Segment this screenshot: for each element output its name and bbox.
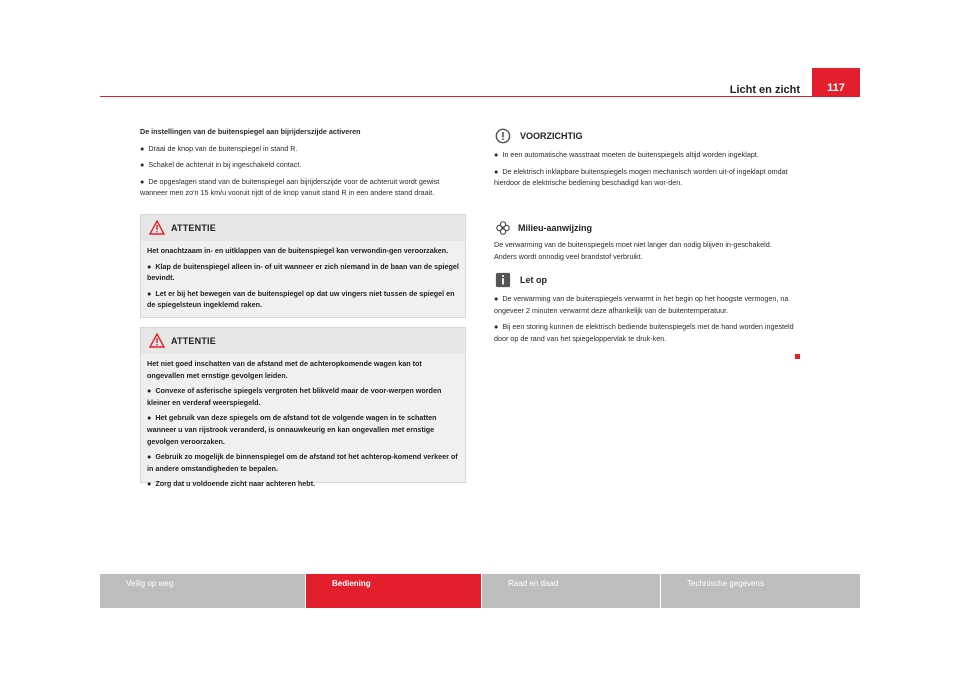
warning-triangle-icon <box>149 220 165 235</box>
header-rule <box>100 96 860 97</box>
warning-triangle-icon <box>149 333 165 348</box>
note-item <box>494 321 794 344</box>
note-body <box>494 293 794 344</box>
bullet-icon: ● <box>147 261 152 271</box>
bullet-icon: ● <box>494 150 499 159</box>
bullet-icon: ● <box>147 413 152 423</box>
caution-header <box>494 126 794 146</box>
left-note-text: De opgeslagen stand van de buitenspiegel aan bijrijderszijde voor de achteruit wordt gewist wanneer men zo'n 15 km/u vooruit rijdt of de knop vanuit stand R in een andere stand draait. <box>140 176 440 198</box>
bullet-icon: ● <box>494 294 499 303</box>
environment-title: Milieu-aanwijzing <box>518 223 593 233</box>
environment-section <box>494 218 794 267</box>
warning-item-text: Het gebruik van deze spiegels om de afstand tot de volgende wagen in te schatten wanneer u van rijstrook veranderd, is onnauwkeurig en kan ongevallen met ernstige gevolgen veroorzaken. <box>147 413 437 446</box>
warning-item-text: Klap de buitenspiegel alleen in- of uit wanneer er zich niemand in de baan van de spiegel bevindt. <box>147 261 459 283</box>
left-note <box>140 176 465 199</box>
warning-item-text: Gebruik zo mogelijk de binnenspiegel om de afstand tot het achterop-komend verkeer of in andere omstandigheden te bepalen. <box>147 452 458 473</box>
flower-icon <box>494 220 512 236</box>
note-item-text: Bij een storing kunnen de elektrisch bediende buitenspiegels met de hand worden ingesteld door op de rand van het spiegeloppervlak te druk-ken. <box>494 322 794 343</box>
caution-title: VOORZICHTIG <box>520 131 583 141</box>
bullet-icon: ● <box>494 166 499 176</box>
left-item <box>140 143 465 155</box>
warning-item-text: Let er bij het bewegen van de buitenspiegel op dat uw vingers niet tussen de spiegel en de spiegelsteun ingeklemd raken. <box>147 288 455 310</box>
bullet-icon: ● <box>147 288 152 298</box>
warning-body <box>141 354 465 498</box>
warning-intro: Het niet goed inschatten van de afstand met de achteropkomende wagen kan tot ongevallen met ernstige gevolgen leiden. <box>147 359 422 380</box>
environment-text: De verwarming van de buitenspiegels moet niet langer dan nodig blijven in-geschakeld. Anders wordt onnodig veel brandstof verbruikt. <box>494 240 772 261</box>
note-title: Let op <box>520 275 547 285</box>
environment-body <box>494 239 794 262</box>
bullet-icon: ● <box>147 386 152 396</box>
bullet-icon: ● <box>140 176 145 186</box>
caution-item-text: De elektrisch inklapbare buitenspiegels mogen mechanisch worden uit-of ingeklapt omdat hierdoor de elektrische bediening beschadigd kan wor-den. <box>494 166 788 188</box>
end-marker <box>795 354 800 359</box>
warning-item <box>147 412 459 447</box>
warning-item-text: Zorg dat u voldoende zicht naar achteren hebt. <box>155 479 316 489</box>
caution-item <box>494 149 794 161</box>
note-item <box>494 293 794 316</box>
warning-item <box>147 385 459 408</box>
left-item-text: Draai de knop van de buitenspiegel in stand R. <box>148 143 298 153</box>
note-item-text: De verwarming van de buitenspiegels verwarmt in het begin op het hoogste vermogen, na ongeveer 2 minuten verwarmt deze afhankelijk van de buitentemperatuur. <box>494 294 789 315</box>
left-column <box>140 126 465 204</box>
warning-item <box>147 261 459 284</box>
caution-item <box>494 166 794 189</box>
left-item-text: Schakel de achteruit in bij ingeschakeld contact. <box>148 160 302 170</box>
caution-icon <box>494 128 512 144</box>
warning-item <box>147 451 459 474</box>
tab-raad-en-daad[interactable]: Raad en daad <box>482 574 660 608</box>
info-icon <box>494 272 512 288</box>
bullet-icon: ● <box>147 452 152 462</box>
tab-technische-gegevens[interactable]: Technische gegevens <box>661 574 860 608</box>
section-title: Licht en zicht <box>729 84 800 96</box>
caution-section <box>494 126 794 194</box>
warning-title: ATTENTIE <box>171 223 216 233</box>
bullet-icon: ● <box>494 322 499 332</box>
tab-veilig-op-weg[interactable]: Veilig op weg <box>100 574 305 608</box>
bullet-icon: ● <box>147 479 152 489</box>
environment-header <box>494 218 794 238</box>
warning-title: ATTENTIE <box>171 336 216 346</box>
caution-body <box>494 149 794 189</box>
note-header <box>494 270 794 290</box>
warning-item <box>147 478 459 490</box>
note-section <box>494 270 794 349</box>
warning-item <box>147 288 459 311</box>
tab-bediening[interactable]: Bediening <box>306 574 481 608</box>
page-number: 117 <box>812 68 860 96</box>
bullet-icon: ● <box>140 143 145 153</box>
bullet-icon: ● <box>140 160 145 170</box>
warning-header <box>141 328 465 354</box>
warning-body <box>141 241 465 319</box>
warning-intro: Het onachtzaam in- en uitklappen van de buitenspiegel kan verwondin-gen veroorzaken. <box>147 246 449 255</box>
caution-item-text: In een automatische wasstraat moeten de buitenspiegels altijd worden ingeklapt. <box>502 150 759 159</box>
left-item <box>140 159 465 171</box>
warning-header <box>141 215 465 241</box>
left-heading: De instellingen van de buitenspiegel aan bijrijderszijde activeren <box>140 127 361 136</box>
warning-box-1 <box>140 214 466 318</box>
warning-item-text: Convexe of asferische spiegels vergroten het blikveld maar de voor-werpen worden kleiner en verderaf weerspiegeld. <box>147 386 442 407</box>
warning-box-2 <box>140 327 466 489</box>
